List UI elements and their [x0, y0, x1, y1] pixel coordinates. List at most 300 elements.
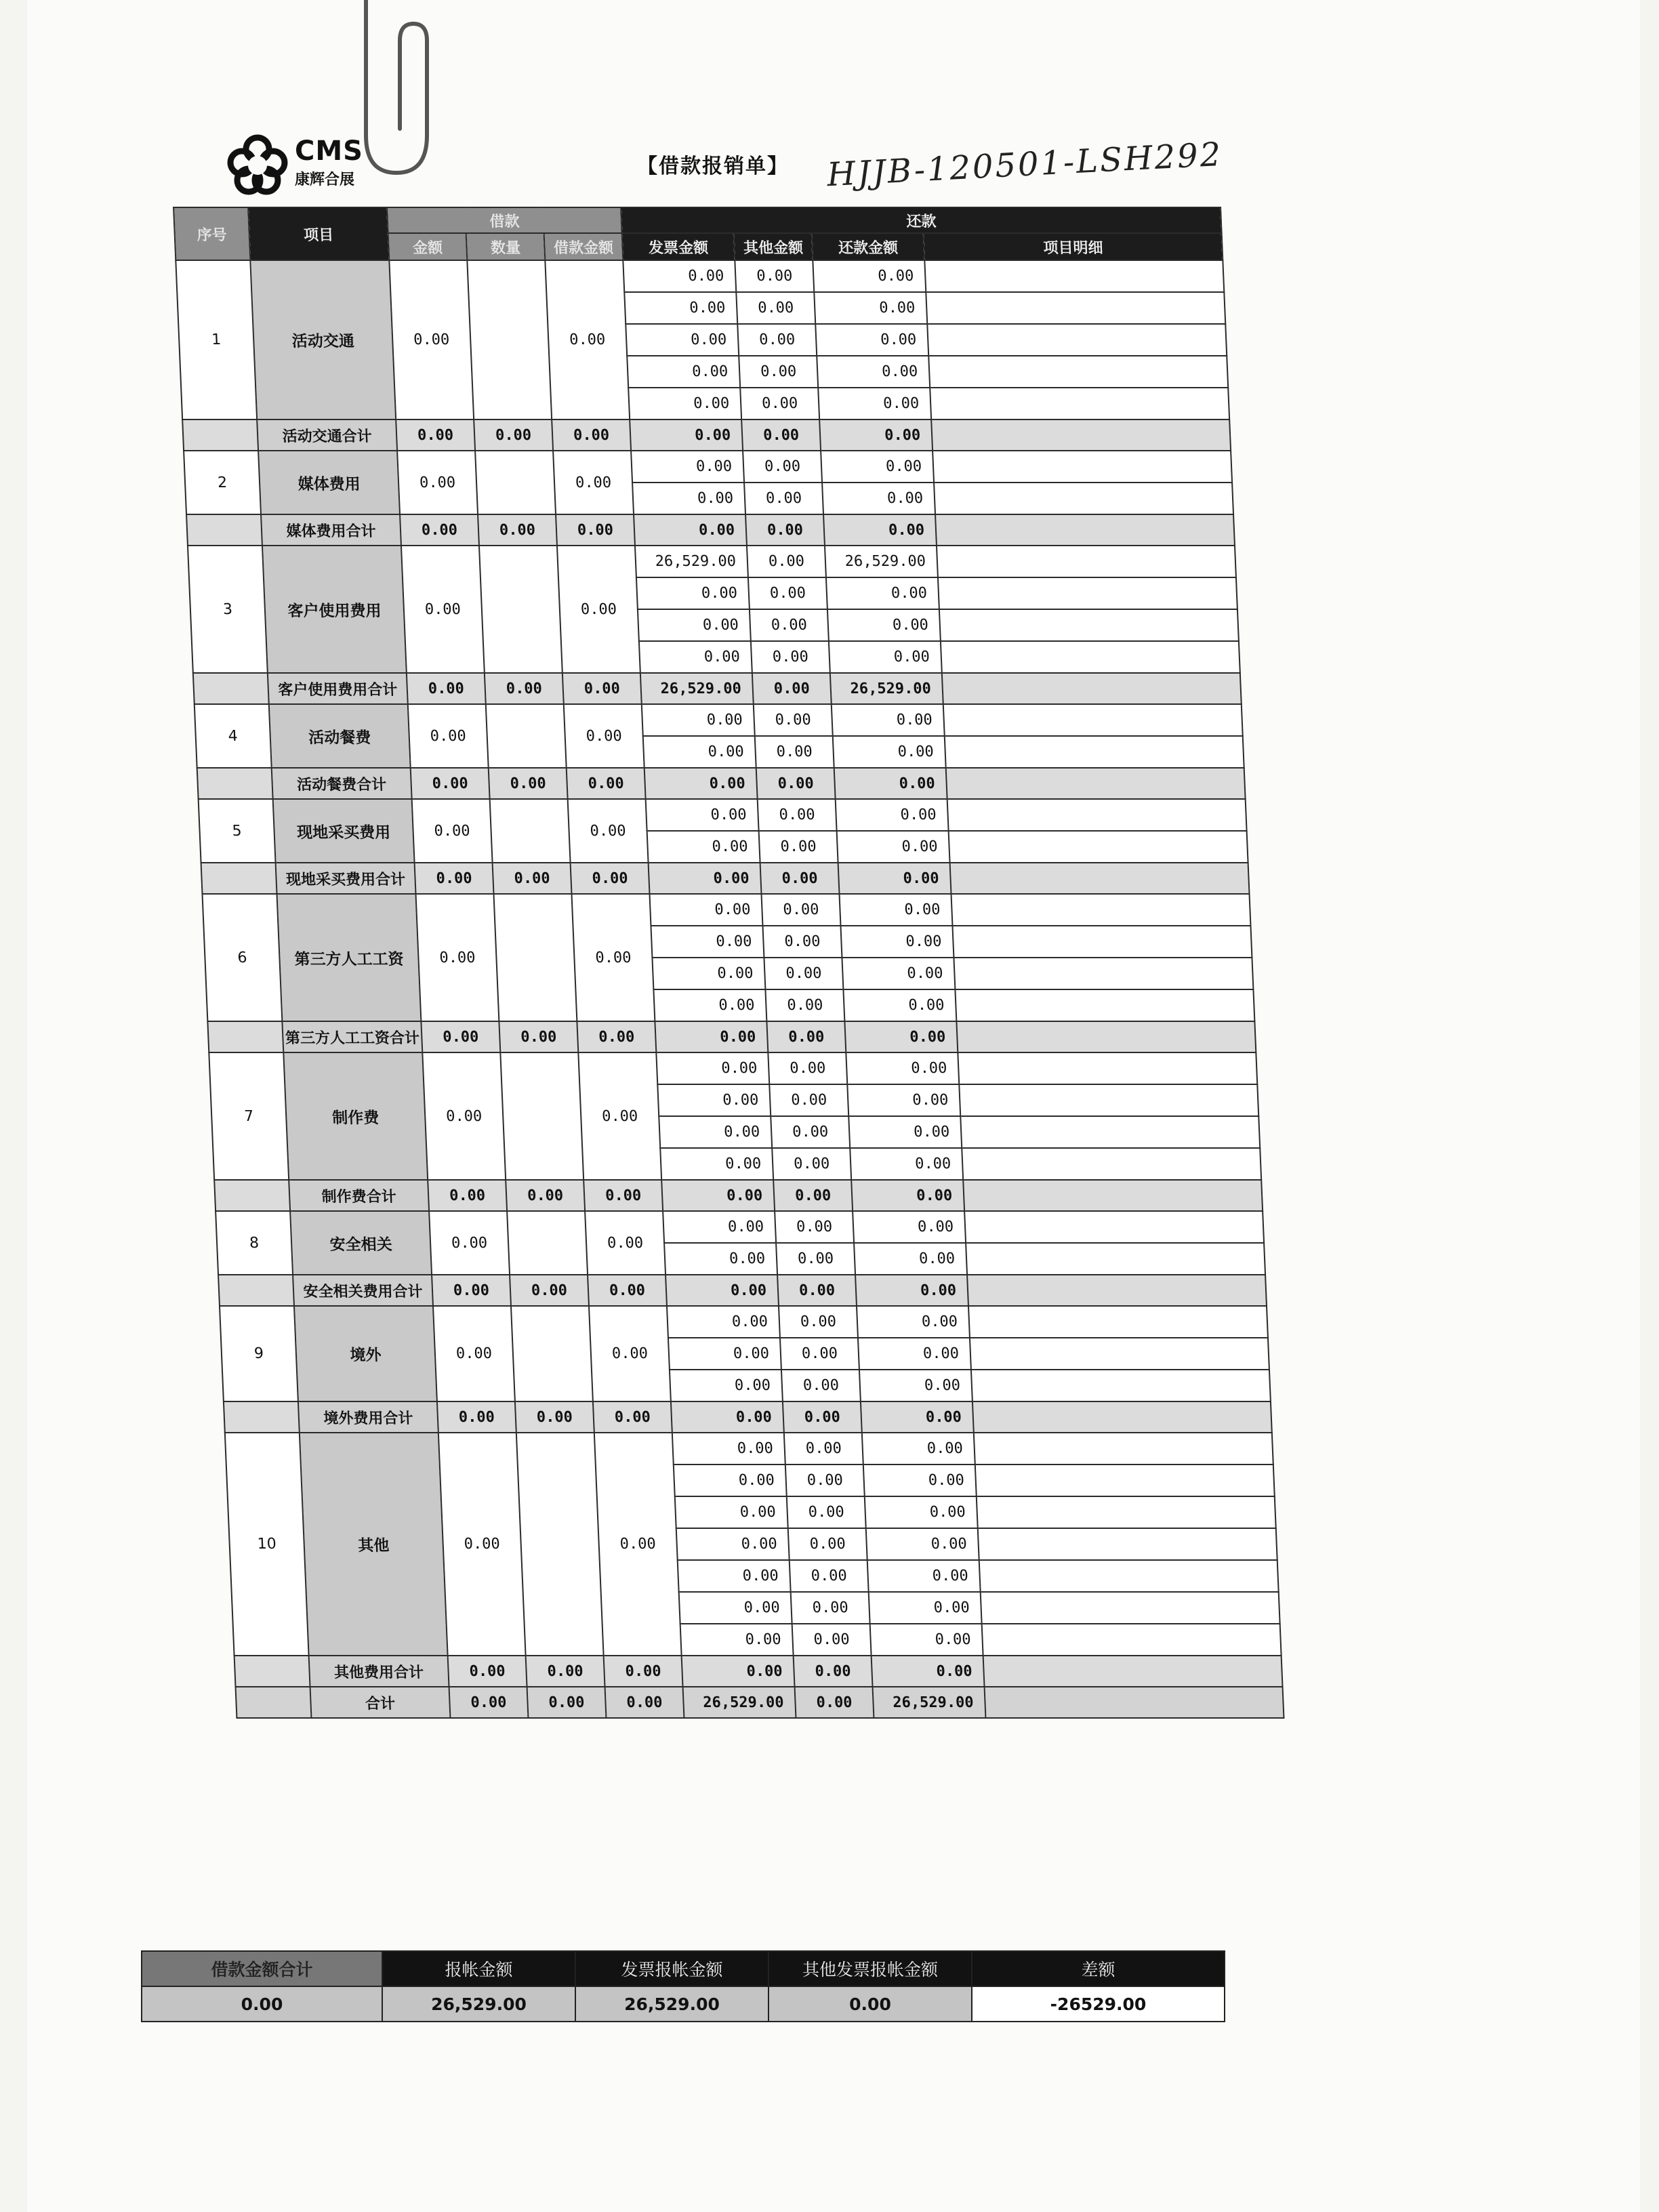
subtotal-seq-blank: [201, 863, 277, 894]
subtotal-value: 0.00: [562, 673, 642, 704]
line-invoice-amount: 0.00: [664, 1243, 777, 1275]
subtotal-name: 境外费用合计: [298, 1401, 438, 1433]
row-loan-amount: 0.00: [408, 704, 489, 768]
subtotal-name: 第三方人工工资合计: [282, 1021, 422, 1052]
subtotal-value: 26,529.00: [640, 673, 754, 704]
expense-table: [173, 207, 1285, 1719]
line-other-amount: 0.00: [754, 704, 833, 736]
line-detail: [938, 577, 1237, 609]
line-invoice-amount: 0.00: [667, 1306, 780, 1338]
row-loan-total: 0.00: [557, 546, 640, 673]
subtotal-seq-blank: [182, 419, 258, 451]
line-invoice-amount: 0.00: [663, 1211, 776, 1243]
subtotal-value: 0.00: [819, 419, 933, 451]
table-row: [202, 894, 1250, 926]
line-other-amount: 0.00: [737, 324, 817, 356]
subtotal-value: 0.00: [671, 1401, 784, 1433]
row-loan-total: 0.00: [553, 451, 634, 514]
line-other-amount: 0.00: [768, 1052, 847, 1084]
line-invoice-amount: 0.00: [623, 260, 736, 292]
summary-value-other-invoice-claim: 0.00: [769, 1986, 972, 2022]
line-detail: [953, 926, 1252, 958]
row-loan-amount: 0.00: [401, 546, 485, 673]
line-invoice-amount: 0.00: [670, 1370, 783, 1401]
line-other-amount: 0.00: [751, 641, 830, 673]
subtotal-detail-blank: [935, 514, 1235, 546]
line-repay-amount: 0.00: [867, 1560, 981, 1592]
grand-total-value: 0.00: [795, 1687, 874, 1718]
line-invoice-amount: 0.00: [638, 609, 751, 641]
line-detail: [924, 260, 1224, 292]
subtotal-value: 0.00: [474, 419, 553, 451]
row-loan-total: 0.00: [585, 1211, 665, 1275]
line-repay-amount: 0.00: [814, 292, 927, 324]
line-repay-amount: 0.00: [841, 926, 954, 958]
handwritten-code: HJJB-120501-LSH292: [825, 135, 1224, 194]
line-detail: [982, 1624, 1282, 1656]
table-row: [184, 451, 1232, 483]
subtotal-row: [207, 1021, 1256, 1052]
row-loan-amount: 0.00: [438, 1433, 526, 1656]
line-repay-amount: 0.00: [837, 831, 950, 863]
subtotal-row: [201, 863, 1250, 894]
table-row: [176, 260, 1224, 292]
row-loan-qty: [500, 1052, 583, 1180]
subtotal-name: 制作费合计: [289, 1180, 429, 1211]
row-loan-amount: 0.00: [422, 1052, 506, 1180]
line-other-amount: 0.00: [779, 1306, 858, 1338]
line-repay-amount: 0.00: [817, 356, 930, 388]
line-repay-amount: 0.00: [848, 1116, 962, 1148]
line-other-amount: 0.00: [765, 989, 844, 1021]
row-item-name: 活动餐费: [269, 704, 411, 768]
summary-header-loan-total: 借款金额合计: [142, 1951, 382, 1986]
line-detail: [977, 1496, 1276, 1528]
line-detail: [949, 831, 1248, 863]
line-detail: [971, 1370, 1271, 1401]
row-loan-total: 0.00: [594, 1433, 682, 1656]
line-invoice-amount: 0.00: [656, 1052, 769, 1084]
summary-value-claim: 26,529.00: [382, 1986, 575, 2022]
line-invoice-amount: 0.00: [647, 831, 760, 863]
line-detail: [954, 958, 1253, 989]
grand-total-value: 0.00: [449, 1687, 529, 1718]
line-other-amount: 0.00: [790, 1560, 869, 1592]
logo-brand-text: CMS: [295, 136, 363, 167]
line-detail: [955, 989, 1254, 1021]
table-row: [220, 1306, 1268, 1338]
line-repay-amount: 0.00: [829, 641, 942, 673]
subtotal-name: 活动交通合计: [257, 419, 397, 451]
line-other-amount: 0.00: [763, 926, 842, 958]
line-repay-amount: 0.00: [822, 483, 935, 514]
subtotal-value: 0.00: [400, 514, 479, 546]
line-repay-amount: 0.00: [853, 1211, 966, 1243]
col-other-amount: 其他金额: [734, 233, 813, 260]
company-logo: [227, 129, 383, 197]
subtotal-value: 0.00: [396, 419, 475, 451]
line-detail: [939, 609, 1239, 641]
row-seq: 10: [225, 1433, 309, 1656]
table-row: [188, 546, 1236, 577]
row-loan-amount: 0.00: [397, 451, 478, 514]
line-other-amount: 0.00: [740, 388, 819, 419]
subtotal-value: 0.00: [682, 1656, 795, 1687]
row-loan-qty: [475, 451, 556, 514]
line-repay-amount: 0.00: [818, 388, 931, 419]
subtotal-row: [186, 514, 1235, 546]
page-title: 【借款报销单】: [637, 155, 789, 178]
row-item-name: 境外: [294, 1306, 437, 1401]
subtotal-value: 0.00: [556, 514, 635, 546]
subtotal-row: [214, 1180, 1263, 1211]
subtotal-value: 0.00: [655, 1021, 768, 1052]
line-repay-amount: 0.00: [840, 894, 953, 926]
row-loan-amount: 0.00: [412, 799, 493, 863]
subtotal-name: 媒体费用合计: [261, 514, 401, 546]
subtotal-seq-blank: [214, 1180, 290, 1211]
line-repay-amount: 0.00: [850, 1148, 963, 1180]
line-repay-amount: 0.00: [833, 736, 946, 768]
subtotal-value: 0.00: [489, 768, 568, 799]
row-item-name: 媒体费用: [258, 451, 400, 514]
line-invoice-amount: 0.00: [650, 894, 763, 926]
subtotal-detail-blank: [950, 863, 1250, 894]
line-repay-amount: 0.00: [813, 260, 926, 292]
subtotal-detail-blank: [983, 1656, 1283, 1687]
subtotal-value: 0.00: [794, 1656, 873, 1687]
line-repay-amount: 0.00: [857, 1306, 970, 1338]
line-invoice-amount: 0.00: [636, 577, 750, 609]
summary-value-loan-total: 0.00: [142, 1986, 382, 2022]
subtotal-name: 其他费用合计: [309, 1656, 449, 1687]
line-repay-amount: 0.00: [836, 799, 949, 831]
col-loan-total: 借款金额: [544, 233, 623, 260]
line-invoice-amount: 0.00: [651, 926, 764, 958]
line-other-amount: 0.00: [750, 609, 829, 641]
subtotal-value: 0.00: [588, 1275, 667, 1306]
line-other-amount: 0.00: [759, 831, 838, 863]
line-other-amount: 0.00: [772, 1148, 851, 1180]
col-detail: 项目明细: [924, 233, 1223, 260]
line-detail: [928, 356, 1228, 388]
line-detail: [981, 1592, 1280, 1624]
line-invoice-amount: 0.00: [627, 356, 740, 388]
row-loan-amount: 0.00: [429, 1211, 510, 1275]
line-invoice-amount: 0.00: [659, 1116, 772, 1148]
subtotal-value: 0.00: [604, 1656, 683, 1687]
col-loan-qty: 数量: [466, 233, 546, 260]
subtotal-value: 0.00: [777, 1275, 857, 1306]
row-loan-qty: [511, 1306, 593, 1401]
subtotal-row: [218, 1275, 1267, 1306]
subtotal-value: 0.00: [593, 1401, 672, 1433]
subtotal-value: 0.00: [665, 1275, 779, 1306]
subtotal-value: 0.00: [432, 1275, 511, 1306]
subtotal-value: 0.00: [760, 863, 840, 894]
line-repay-amount: 0.00: [832, 704, 945, 736]
subtotal-detail-blank: [946, 768, 1246, 799]
line-detail: [947, 799, 1247, 831]
subtotal-value: 0.00: [506, 1180, 585, 1211]
line-detail: [968, 1306, 1268, 1338]
row-item-name: 现地采买费用: [273, 799, 415, 863]
subtotal-value: 0.00: [844, 1021, 958, 1052]
row-seq: 6: [202, 894, 282, 1021]
line-detail: [937, 546, 1236, 577]
line-detail: [943, 704, 1243, 736]
row-seq: 4: [194, 704, 272, 768]
line-invoice-amount: 0.00: [626, 324, 739, 356]
line-other-amount: 0.00: [747, 546, 826, 577]
line-other-amount: 0.00: [784, 1433, 863, 1465]
line-repay-amount: 0.00: [854, 1243, 967, 1275]
line-other-amount: 0.00: [785, 1465, 865, 1496]
line-repay-amount: 0.00: [846, 1052, 959, 1084]
row-loan-qty: [507, 1211, 588, 1275]
subtotal-seq-blank: [218, 1275, 294, 1306]
table-row: [225, 1433, 1273, 1465]
grand-total-seq-blank: [236, 1687, 312, 1718]
line-invoice-amount: 0.00: [653, 989, 766, 1021]
line-invoice-amount: 0.00: [639, 641, 752, 673]
line-invoice-amount: 0.00: [631, 451, 744, 483]
line-detail: [979, 1560, 1279, 1592]
row-loan-qty: [467, 260, 552, 419]
line-other-amount: 0.00: [787, 1496, 866, 1528]
line-repay-amount: 0.00: [826, 577, 939, 609]
subtotal-value: 0.00: [571, 863, 650, 894]
line-other-amount: 0.00: [735, 260, 814, 292]
table-row: [209, 1052, 1257, 1084]
summary-header-other-invoice-claim: 其他发票报帐金额: [769, 1951, 972, 1986]
table-row: [194, 704, 1243, 736]
line-detail: [962, 1148, 1261, 1180]
line-other-amount: 0.00: [771, 1116, 850, 1148]
subtotal-value: 0.00: [834, 768, 947, 799]
col-seq: 序号: [173, 207, 250, 260]
line-other-amount: 0.00: [743, 451, 822, 483]
line-repay-amount: 0.00: [843, 989, 956, 1021]
grand-total-name: 合计: [310, 1687, 451, 1718]
col-invoice-amount: 发票金额: [622, 233, 735, 260]
expense-table-wrapper: [173, 207, 1284, 1719]
summary-value-invoice-claim: 26,529.00: [575, 1986, 769, 2022]
subtotal-name: 客户使用费用合计: [268, 673, 408, 704]
subtotal-value: 0.00: [411, 768, 490, 799]
subtotal-value: 0.00: [872, 1656, 985, 1687]
subtotal-value: 0.00: [766, 1021, 846, 1052]
subtotal-value: 0.00: [428, 1180, 507, 1211]
subtotal-value: 0.00: [783, 1401, 862, 1433]
subtotal-detail-blank: [931, 419, 1231, 451]
row-loan-total: 0.00: [589, 1306, 671, 1401]
col-loan-amount: 金额: [388, 233, 468, 260]
subtotal-detail-blank: [942, 673, 1242, 704]
line-repay-amount: 0.00: [865, 1496, 978, 1528]
row-seq: 5: [199, 799, 276, 863]
subtotal-seq-blank: [186, 514, 262, 546]
expense-table-body: [176, 260, 1284, 1718]
table-row: [216, 1211, 1264, 1243]
subtotal-value: 0.00: [510, 1275, 589, 1306]
line-repay-amount: 0.00: [869, 1592, 982, 1624]
subtotal-value: 0.00: [773, 1180, 853, 1211]
row-loan-total: 0.00: [571, 894, 655, 1021]
line-detail: [926, 292, 1225, 324]
summary-table: [141, 1950, 1225, 2022]
col-item: 项目: [248, 207, 389, 260]
summary-header-invoice-claim: 发票报帐金额: [575, 1951, 769, 1986]
line-detail: [930, 388, 1229, 419]
subtotal-value: 0.00: [838, 863, 951, 894]
row-seq: 2: [184, 451, 261, 514]
subtotal-seq-blank: [234, 1656, 310, 1687]
row-loan-qty: [479, 546, 562, 673]
line-other-amount: 0.00: [739, 356, 818, 388]
line-invoice-amount: 0.00: [628, 388, 741, 419]
line-other-amount: 0.00: [776, 1243, 855, 1275]
subtotal-value: 0.00: [493, 863, 572, 894]
subtotal-value: 0.00: [415, 863, 494, 894]
subtotal-value: 0.00: [634, 514, 747, 546]
grand-total-value: 26,529.00: [873, 1687, 986, 1718]
grand-total-detail-blank: [985, 1687, 1284, 1718]
subtotal-value: 0.00: [485, 673, 564, 704]
line-detail: [945, 736, 1244, 768]
line-detail: [974, 1433, 1273, 1465]
subtotal-name: 现地采买费用合计: [276, 863, 416, 894]
line-detail: [966, 1243, 1265, 1275]
subtotal-value: 26,529.00: [830, 673, 943, 704]
row-loan-amount: 0.00: [433, 1306, 515, 1401]
line-invoice-amount: 0.00: [674, 1465, 787, 1496]
line-repay-amount: 0.00: [863, 1465, 977, 1496]
line-other-amount: 0.00: [764, 958, 843, 989]
line-detail: [941, 641, 1240, 673]
line-detail: [951, 894, 1251, 926]
line-repay-amount: 0.00: [870, 1624, 983, 1656]
summary-header-claim: 报帐金额: [382, 1951, 575, 1986]
line-repay-amount: 0.00: [866, 1528, 979, 1560]
line-invoice-amount: 0.00: [646, 799, 759, 831]
row-item-name: 安全相关: [290, 1211, 432, 1275]
grand-total-value: 0.00: [527, 1687, 607, 1718]
grand-total-row: [236, 1687, 1284, 1718]
line-invoice-amount: 0.00: [652, 958, 765, 989]
line-invoice-amount: 0.00: [642, 704, 755, 736]
grand-total-value: 26,529.00: [683, 1687, 796, 1718]
subtotal-value: 0.00: [407, 673, 486, 704]
col-repay-amount: 还款金额: [812, 233, 925, 260]
subtotal-value: 0.00: [661, 1180, 775, 1211]
line-other-amount: 0.00: [758, 799, 837, 831]
line-invoice-amount: 0.00: [657, 1084, 771, 1116]
subtotal-value: 0.00: [478, 514, 557, 546]
line-repay-amount: 0.00: [847, 1084, 960, 1116]
subtotal-detail-blank: [967, 1275, 1267, 1306]
line-invoice-amount: 0.00: [672, 1433, 785, 1465]
subtotal-value: 0.00: [630, 419, 743, 451]
row-loan-amount: 0.00: [389, 260, 474, 419]
line-invoice-amount: 0.00: [680, 1624, 794, 1656]
subtotal-value: 0.00: [741, 419, 821, 451]
row-seq: 1: [176, 260, 257, 419]
summary-header-difference: 差额: [972, 1951, 1225, 1986]
subtotal-value: 0.00: [437, 1401, 516, 1433]
line-invoice-amount: 0.00: [632, 483, 745, 514]
row-loan-qty: [493, 894, 577, 1021]
line-detail: [959, 1084, 1258, 1116]
line-invoice-amount: 26,529.00: [635, 546, 748, 577]
line-other-amount: 0.00: [791, 1592, 870, 1624]
line-detail: [958, 1052, 1257, 1084]
subtotal-row: [193, 673, 1242, 704]
line-invoice-amount: 0.00: [624, 292, 737, 324]
line-detail: [964, 1211, 1264, 1243]
line-other-amount: 0.00: [775, 1211, 854, 1243]
line-invoice-amount: 0.00: [676, 1528, 790, 1560]
subtotal-value: 0.00: [851, 1180, 964, 1211]
summary-table-wrapper: [141, 1950, 1224, 2022]
line-other-amount: 0.00: [748, 577, 827, 609]
subtotal-value: 0.00: [756, 768, 836, 799]
line-detail: [960, 1116, 1260, 1148]
line-detail: [927, 324, 1227, 356]
subtotal-value: 0.00: [861, 1401, 974, 1433]
subtotal-value: 0.00: [499, 1021, 578, 1052]
subtotal-detail-blank: [972, 1401, 1272, 1433]
logo-sub-text: 康辉合展: [295, 171, 355, 188]
row-seq: 9: [220, 1306, 298, 1401]
subtotal-value: 0.00: [552, 419, 631, 451]
row-loan-total: 0.00: [564, 704, 644, 768]
line-other-amount: 0.00: [769, 1084, 848, 1116]
line-repay-amount: 0.00: [858, 1338, 971, 1370]
subtotal-seq-blank: [193, 673, 269, 704]
line-invoice-amount: 0.00: [643, 736, 756, 768]
table-row: [199, 799, 1247, 831]
row-loan-qty: [516, 1433, 604, 1656]
row-seq: 3: [188, 546, 268, 673]
line-other-amount: 0.00: [744, 483, 823, 514]
subtotal-seq-blank: [207, 1021, 283, 1052]
line-repay-amount: 0.00: [859, 1370, 972, 1401]
line-other-amount: 0.00: [792, 1624, 872, 1656]
subtotal-value: 0.00: [448, 1656, 527, 1687]
line-detail: [978, 1528, 1277, 1560]
row-loan-qty: [490, 799, 571, 863]
col-loan-group: 借款: [387, 207, 622, 233]
col-repay-group: 还款: [621, 207, 1222, 233]
row-loan-total: 0.00: [545, 260, 630, 419]
line-other-amount: 0.00: [788, 1528, 867, 1560]
subtotal-value: 0.00: [515, 1401, 594, 1433]
line-other-amount: 0.00: [755, 736, 834, 768]
subtotal-value: 0.00: [855, 1275, 968, 1306]
summary-value-difference: -26529.00: [972, 1986, 1225, 2022]
subtotal-value: 0.00: [649, 863, 762, 894]
row-item-name: 第三方人工工资: [276, 894, 421, 1021]
line-repay-amount: 0.00: [862, 1433, 975, 1465]
subtotal-value: 0.00: [421, 1021, 500, 1052]
line-other-amount: 0.00: [736, 292, 815, 324]
subtotal-seq-blank: [197, 768, 273, 799]
row-loan-total: 0.00: [578, 1052, 661, 1180]
line-detail: [934, 483, 1233, 514]
subtotal-value: 0.00: [567, 768, 646, 799]
row-loan-total: 0.00: [568, 799, 649, 863]
